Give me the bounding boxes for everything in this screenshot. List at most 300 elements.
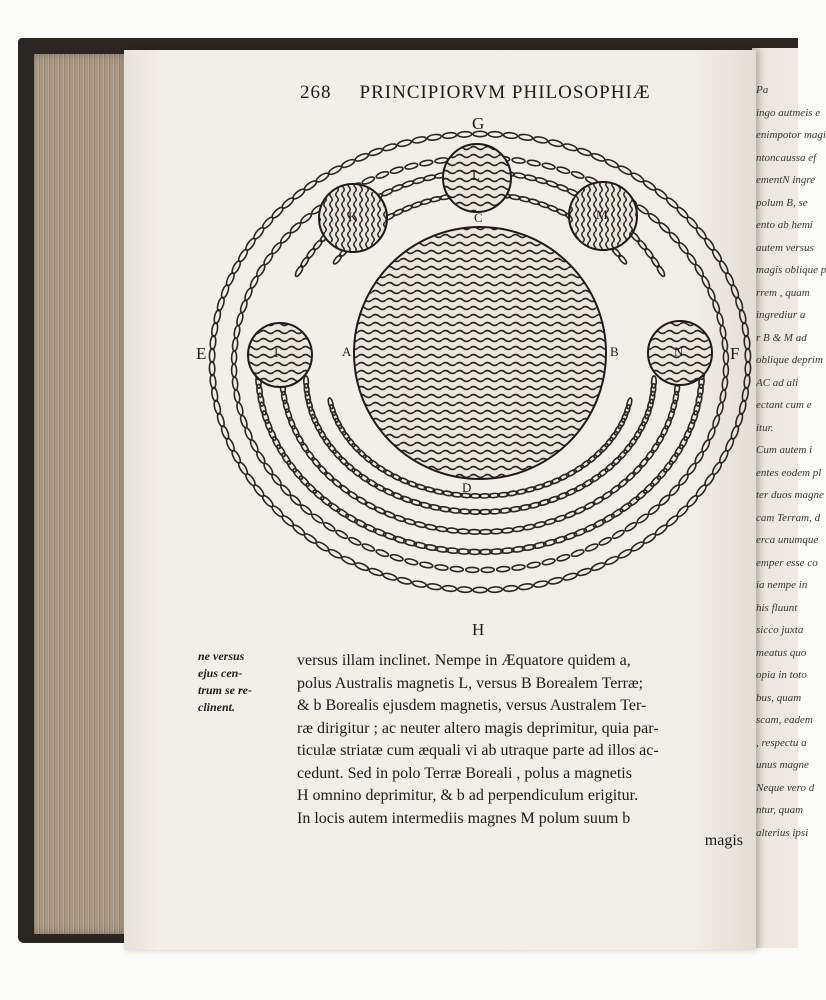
swirl-particle	[610, 507, 624, 518]
swirl-particle	[668, 231, 681, 244]
swirl-particle	[442, 585, 456, 592]
swirl-particle	[346, 437, 356, 448]
swirl-particle	[617, 164, 632, 175]
label-L: L	[472, 168, 480, 183]
swirl-particle	[655, 433, 665, 446]
label-K: K	[348, 209, 358, 224]
swirl-particle	[286, 460, 298, 473]
swirl-particle	[604, 158, 619, 169]
facing-page-fragment: rrem , quam	[756, 286, 810, 299]
margin-note-line: ejus cen-	[198, 666, 243, 680]
swirl-particle	[326, 442, 337, 454]
swirl-particle	[317, 464, 329, 476]
swirl-particle	[368, 567, 383, 577]
margin-note	[198, 648, 268, 716]
swirl-particle	[628, 435, 639, 447]
swirl-particle	[577, 147, 592, 157]
swirl-particle	[255, 264, 266, 278]
swirl-particle	[611, 455, 623, 467]
swirl-particle	[236, 402, 244, 416]
swirl-particle	[232, 338, 238, 351]
swirl-particle	[548, 576, 563, 585]
swirl-particle	[311, 513, 324, 525]
swirl-particle	[354, 518, 368, 528]
text-line: & b Borealis ejusdem magnetis, versus Australem Ter-	[297, 697, 647, 714]
swirl-particle	[362, 454, 373, 464]
swirl-particle	[210, 374, 217, 388]
swirl-particle	[213, 309, 221, 324]
swirl-particle	[647, 504, 660, 516]
swirl-particle	[712, 300, 721, 314]
swirl-particle	[450, 566, 463, 572]
swirl-particle	[503, 585, 517, 592]
swirl-particle	[611, 529, 625, 540]
swirl-particle	[382, 143, 397, 152]
swirl-particle	[328, 501, 341, 513]
swirl-particle	[473, 587, 487, 592]
page-number: 268	[300, 82, 332, 103]
text-line: polus Australis magnetis L, versus B Borealem Terræ;	[297, 674, 644, 692]
swirl-particle	[338, 455, 350, 467]
swirl-particle	[602, 513, 616, 524]
swirl-particle	[677, 242, 689, 255]
swirl-particle	[376, 464, 388, 473]
facing-page-fragment: , respectu a	[756, 736, 807, 749]
facing-page-fragment: ingrediur a	[756, 309, 806, 321]
swirl-particle	[481, 567, 494, 572]
magnet-I	[248, 323, 312, 387]
swirl-particle	[723, 364, 728, 377]
swirl-particle	[741, 387, 749, 402]
swirl-particle	[636, 513, 649, 525]
text-line: cedunt. Sed in polo Terræ Boreali , polus a magnetis	[297, 764, 632, 782]
swirl-particle	[351, 443, 362, 454]
swirl-particle	[270, 242, 282, 255]
facing-page-fragment: unus magne	[756, 759, 809, 771]
swirl-particle	[745, 348, 751, 362]
swirl-particle	[512, 157, 526, 164]
swirl-particle	[375, 549, 389, 558]
running-title: PRINCIPIORVM PHILOSOPHIÆ	[359, 82, 651, 103]
label-C: C	[474, 210, 483, 225]
swirl-particle	[289, 494, 302, 507]
swirl-particle	[649, 475, 662, 488]
catchword: magis	[704, 832, 743, 849]
swirl-particle	[328, 164, 343, 175]
swirl-particle	[563, 572, 578, 581]
swirl-particle	[518, 134, 533, 141]
swirl-particle	[658, 494, 671, 507]
swirl-particle	[244, 287, 254, 301]
swirl-particle	[423, 174, 436, 181]
swirl-particle	[328, 548, 343, 559]
swirl-particle	[390, 554, 404, 563]
swirl-particle	[305, 449, 316, 461]
facing-page-fragment: cam Terram, d	[756, 511, 821, 524]
label-N: N	[674, 344, 684, 359]
swirl-particle	[644, 247, 655, 259]
swirl-particle	[592, 518, 606, 528]
label-F: F	[730, 344, 740, 363]
swirl-particle	[310, 457, 321, 469]
swirl-particle	[582, 478, 595, 488]
swirl-particle	[344, 461, 356, 472]
swirl-particle	[593, 448, 604, 459]
swirl-particle	[320, 495, 333, 507]
swirl-particle	[723, 351, 728, 364]
label-G: G	[472, 114, 485, 133]
swirl-particle	[630, 172, 645, 184]
swirl-particle	[599, 443, 610, 454]
swirl-particle	[623, 442, 634, 454]
swirl-particle	[213, 400, 221, 415]
swirl-particle	[341, 158, 356, 169]
swirl-particle	[686, 252, 698, 266]
swirl-particle	[609, 484, 621, 495]
swirl-particle	[331, 477, 343, 488]
swirl-particle	[315, 541, 330, 553]
swirl-particle	[644, 449, 655, 461]
running-head	[300, 82, 651, 104]
swirl-particle	[300, 504, 313, 516]
label-E: E	[196, 344, 207, 363]
swirl-particle	[512, 564, 526, 571]
facing-page-fragment: Cum autem i	[756, 444, 813, 456]
swirl-particle	[524, 174, 537, 181]
swirl-particle	[375, 170, 389, 179]
swirl-particle	[587, 454, 598, 464]
swirl-particle	[513, 172, 526, 179]
swirl-particle	[236, 312, 244, 326]
swirl-particle	[419, 159, 433, 166]
swirl-particle	[404, 162, 418, 170]
swirl-particle	[722, 338, 728, 351]
facing-page-fragment: bus, quam	[756, 691, 802, 704]
swirl-particle	[412, 136, 427, 144]
swirl-particle	[701, 439, 711, 453]
swirl-particle	[722, 377, 728, 390]
swirl-particle	[604, 437, 614, 448]
swirl-particle	[348, 536, 362, 546]
swirl-particle	[397, 576, 412, 585]
label-D: D	[462, 480, 472, 495]
swirl-particle	[668, 452, 679, 466]
swirl-particle	[332, 449, 343, 461]
label-A: A	[342, 344, 352, 359]
swirl-particle	[211, 387, 219, 402]
swirl-particle	[354, 152, 369, 162]
swirl-particle	[427, 583, 442, 590]
facing-page-fragment: ectant cum e	[756, 399, 812, 411]
swirl-particle	[239, 415, 248, 429]
swirl-particle	[533, 136, 548, 144]
facing-page-fragment: ntur, quam	[756, 804, 804, 816]
swirl-particle	[598, 536, 612, 546]
swirl-particle	[209, 348, 215, 362]
swirl-particle	[625, 471, 637, 483]
swirl-particle	[466, 567, 479, 572]
swirl-particle	[591, 152, 606, 162]
swirl-particle	[527, 561, 541, 568]
swirl-particle	[347, 490, 360, 500]
swirl-particle	[249, 439, 259, 453]
label-H: H	[472, 620, 485, 639]
facing-page-fragment: emper esse co	[756, 556, 818, 569]
swirl-particle	[280, 452, 291, 466]
swirl-particle	[738, 309, 746, 324]
swirl-particle	[368, 147, 383, 157]
facing-page-fragment: ia nempe in	[756, 579, 808, 591]
swirl-particle	[488, 587, 502, 593]
swirl-particle	[270, 473, 282, 486]
swirl-particle	[239, 300, 248, 314]
swirl-particle	[303, 179, 318, 191]
facing-page-fragment: magis oblique p	[756, 264, 826, 276]
swirl-particle	[382, 572, 397, 581]
swirl-particle	[716, 312, 724, 326]
swirl-particle	[355, 496, 368, 506]
facing-page-fragment: oblique deprim	[756, 354, 823, 366]
facing-page-fragment: itur.	[756, 421, 774, 434]
swirl-particle	[571, 549, 585, 558]
swirl-particle	[635, 489, 648, 501]
swirl-particle	[366, 478, 379, 488]
swirl-particle	[361, 176, 375, 186]
swirl-particle	[306, 247, 317, 259]
swirl-particle	[638, 457, 649, 469]
swirl-particle	[556, 166, 570, 175]
facing-page-fragment: polum B, se	[756, 196, 808, 209]
swirl-particle	[533, 580, 548, 588]
swirl-particle	[604, 461, 616, 472]
swirl-particle	[298, 475, 311, 488]
swirl-particle	[662, 460, 674, 473]
swirl-particle	[601, 490, 614, 500]
swirl-particle	[589, 473, 602, 484]
facing-page-fragment: sicco juxta	[756, 624, 804, 636]
swirl-particle	[232, 377, 238, 390]
swirl-particle	[458, 131, 472, 137]
earth-globe	[354, 227, 606, 479]
facing-page	[752, 48, 826, 948]
swirl-particle	[289, 222, 302, 235]
swirl-particle	[263, 462, 275, 476]
swirl-particle	[577, 567, 592, 577]
swirl-particle	[312, 489, 325, 501]
facing-page-fragment: autem versus	[756, 241, 814, 254]
swirl-particle	[738, 400, 746, 415]
swirl-particle	[712, 415, 721, 429]
swirl-particle	[442, 132, 456, 139]
swirl-particle	[231, 351, 236, 364]
swirl-particle	[315, 172, 330, 184]
facing-page-fragment: Pa	[756, 84, 769, 96]
swirl-particle	[323, 471, 335, 483]
swirl-particle	[627, 495, 640, 507]
swirl-particle	[563, 143, 578, 152]
swirl-particle	[744, 374, 751, 388]
label-B: B	[610, 344, 619, 359]
swirl-particle	[339, 484, 351, 495]
swirl-particle	[701, 275, 711, 289]
swirl-particle	[231, 364, 236, 377]
swirl-particle	[279, 484, 292, 497]
facing-page-fragment: AC ad ali	[756, 376, 799, 389]
facing-page-fragment: meatus quo	[756, 646, 807, 659]
swirl-particle	[650, 441, 660, 454]
swirl-particle	[345, 513, 359, 524]
swirl-particle	[585, 543, 599, 553]
swirl-particle	[548, 139, 563, 148]
swirl-particle	[556, 554, 570, 563]
swirl-particle	[630, 541, 645, 553]
swirl-particle	[719, 325, 726, 339]
facing-page-fragment: ter duos magne	[756, 489, 824, 501]
swirl-particle	[374, 483, 387, 493]
swirl-particle	[716, 402, 724, 416]
swirl-particle	[694, 264, 705, 278]
swirl-particle	[312, 239, 323, 251]
swirl-particle	[656, 467, 668, 480]
swirl-particle	[658, 222, 671, 235]
swirl-particle	[707, 287, 717, 301]
margin-note-line: trum se re-	[198, 683, 252, 697]
facing-page-fragment: ementN ingre	[756, 174, 816, 186]
swirl-particle	[390, 166, 404, 175]
swirl-particle	[322, 521, 336, 532]
swirl-particle	[604, 555, 619, 566]
swirl-particle	[304, 376, 309, 388]
swirl-particle	[358, 473, 371, 484]
swirl-particle	[636, 204, 649, 216]
swirl-particle	[327, 397, 334, 409]
swirl-particle	[656, 265, 666, 278]
swirl-particle	[369, 459, 380, 469]
swirl-particle	[354, 561, 369, 571]
swirl-particle	[263, 252, 275, 266]
facing-page-fragment: ingo autmeis e	[756, 106, 821, 119]
facing-page-fragment: enimpotor magi	[756, 129, 826, 141]
swirl-particle	[233, 389, 240, 403]
swirl-particle	[637, 239, 648, 251]
label-I: I	[274, 345, 279, 360]
swirl-particle	[617, 254, 627, 265]
swirl-particle	[619, 501, 632, 513]
facing-page-fragment: opia in toto	[756, 669, 807, 681]
swirl-particle	[412, 580, 427, 588]
swirl-particle	[300, 212, 313, 224]
facing-page-fragment: ento ab hemi	[756, 219, 813, 231]
facing-page-fragment: erca unumque	[756, 534, 819, 546]
swirl-particle	[694, 451, 705, 465]
swirl-particle	[632, 464, 644, 476]
swirl-particle	[741, 322, 749, 337]
figure-drawing	[190, 112, 750, 642]
swirl-particle	[591, 561, 606, 571]
margin-note-line: ne versus	[198, 649, 245, 663]
swirl-particle	[624, 521, 638, 532]
swirl-particle	[458, 587, 472, 593]
swirl-particle	[677, 473, 689, 486]
text-line: ticulæ striatæ cum æquali vi ab utraque parte ad illos ac-	[297, 742, 659, 759]
body-text	[297, 650, 743, 853]
swirl-particle	[597, 467, 609, 478]
swirl-particle	[397, 139, 412, 148]
swirl-particle	[332, 254, 342, 265]
swirl-particle	[642, 532, 657, 544]
facing-page-fragment: entes eodem pl	[756, 466, 822, 479]
swirl-particle	[542, 162, 556, 170]
swirl-particle	[503, 132, 517, 139]
swirl-particle	[488, 131, 502, 137]
swirl-particle	[211, 322, 219, 337]
swirl-particle	[617, 548, 632, 559]
swirl-particle	[617, 477, 629, 488]
swirl-particle	[686, 462, 698, 476]
swirl-particle	[573, 464, 585, 473]
swirl-particle	[249, 275, 259, 289]
swirl-particle	[518, 583, 533, 590]
swirl-particle	[255, 451, 266, 465]
facing-page-fragment: his fluunt	[756, 601, 798, 614]
swirl-particle	[233, 325, 240, 339]
swirl-particle	[580, 459, 591, 469]
swirl-particle	[745, 361, 751, 375]
facing-page-fragment: ntoncaussa ef	[756, 151, 817, 164]
text-line: versus illam inclinet. Nempe in Æquatore quidem a,	[297, 652, 631, 669]
swirl-particle	[244, 427, 254, 441]
swirl-particle	[647, 212, 660, 224]
swirl-particle	[542, 558, 556, 566]
facing-page-fragment: r B & M ad	[756, 331, 807, 344]
swirl-particle	[279, 231, 292, 244]
swirl-particle	[642, 482, 655, 495]
label-M: M	[596, 207, 608, 222]
text-line: H omnino deprimitur, & b ad perpendiculum erigitur.	[297, 787, 639, 804]
swirl-particle	[427, 134, 442, 141]
swirl-particle	[210, 335, 217, 349]
swirl-particle	[341, 555, 356, 566]
swirl-particle	[719, 389, 726, 403]
swirl-particle	[361, 543, 375, 553]
swirl-particle	[744, 335, 751, 349]
page-edges	[34, 54, 132, 934]
swirl-particle	[299, 441, 309, 454]
swirl-particle	[209, 361, 215, 375]
swirl-particle	[292, 467, 304, 480]
facing-page-fragment: alterius ipsi	[756, 826, 809, 839]
swirl-particle	[335, 529, 349, 540]
swirl-particle	[707, 427, 717, 441]
swirl-particle	[497, 566, 510, 572]
swirl-particle	[404, 558, 418, 566]
magnet-figure	[190, 112, 750, 642]
margin-note-line: clinent.	[198, 700, 236, 714]
text-line: ræ dirigitur ; ac neuter altero magis deprimitur, quia par-	[297, 719, 659, 737]
swirl-particle	[527, 159, 541, 166]
swirl-particle	[356, 448, 367, 459]
swirl-particle	[419, 561, 433, 568]
swirl-particle	[617, 449, 628, 461]
text-line: In locis autem intermediis magnes M polum suum b	[297, 809, 631, 827]
facing-page-fragment: scam, eadem	[756, 714, 813, 726]
swirl-particle	[305, 482, 318, 495]
swirl-particle	[351, 467, 363, 478]
swirl-particle	[336, 507, 350, 518]
facing-page-fragment: Neque vero d	[756, 781, 815, 794]
swirl-particle	[668, 484, 681, 497]
swirl-particle	[571, 170, 585, 179]
